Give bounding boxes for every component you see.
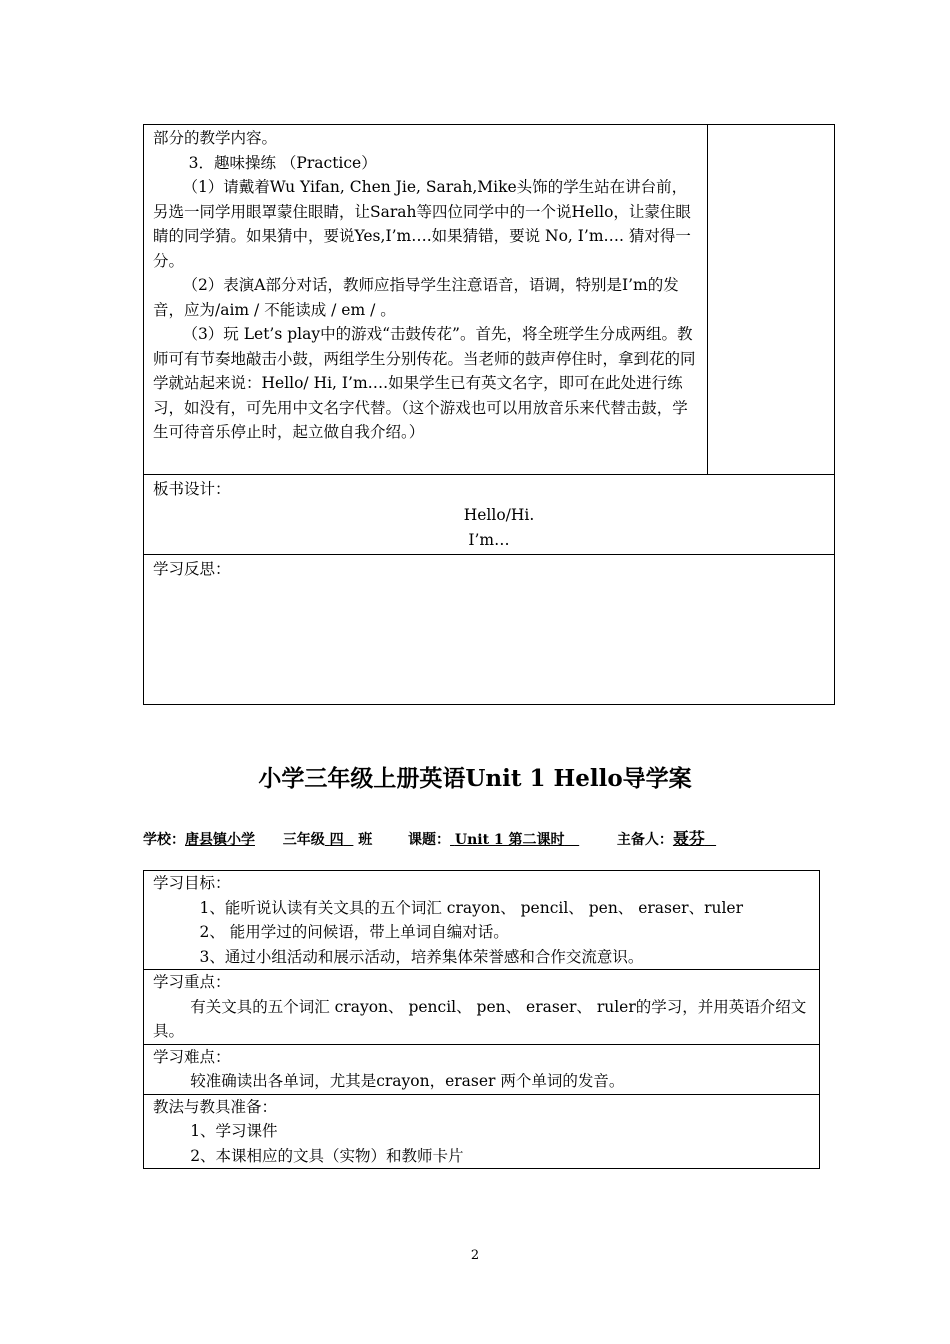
- teaching-process-cell: [144, 125, 708, 475]
- grade-label: 三年级: [282, 832, 325, 848]
- goals-cell: [144, 871, 820, 970]
- preparer-name: 聂芬: [672, 829, 705, 848]
- notes-cell: [708, 125, 835, 475]
- practice-item-1: （1）请戴着Wu Yifan, Chen Jie, Sarah,Mike头饰的学生站在讲台前，另选一同学用眼罩蒙住眼睛，让Sarah等四位同学中的一个说Hello，让蒙住眼睛的同学猜。如果猜中，要说Yes,I’m….如果猜错，要说 No, I’m…. 猜对得一分。: [153, 178, 691, 270]
- document-title: 小学三年级上册英语Unit 1 Hello导学案: [258, 765, 692, 792]
- goal-item: 1、能听说认读有关文具的五个词汇 crayon、 pencil、 pen、 eraser、ruler: [199, 898, 744, 917]
- reflection-label: 学习反思：: [153, 560, 231, 578]
- difficulty-cell: [144, 1044, 820, 1094]
- preparer-label: 主备人：: [616, 832, 673, 848]
- focus-cell: [144, 970, 820, 1045]
- goal-item: 2、 能用学过的问候语，带上单词自编对话。: [199, 923, 509, 941]
- page-number: 2: [470, 1248, 480, 1263]
- lesson-plan-table: [143, 870, 820, 1169]
- topic-label: 课题：: [408, 832, 450, 848]
- practice-item-3: （3）玩 Let’s play中的游戏“击鼓传花”。首先，将全班学生分成两组。教师可有节奏地敲击小鼓，两组学生分别传花。当老师的鼓声停住时，拿到花的同学就站起来说：Hello/ Hi, I’m….如果学生已有英文名字，即可在此处进行练习，如没有，可先用中文名字代替。（这个游戏也可以用放音乐来代替击鼓，学生可待音乐停止时，起立做自我介绍。）: [153, 325, 696, 441]
- goal-item: 3、通过小组活动和展示活动，培养集体荣誉感和合作交流意识。: [199, 947, 644, 966]
- method-item: 1、学习课件: [190, 1122, 278, 1140]
- school-label: 学校：: [143, 832, 185, 848]
- methods-label: 教法与教具准备：: [153, 1097, 278, 1116]
- reflection-cell: [144, 555, 835, 705]
- content-line: 部分的教学内容。: [153, 129, 278, 147]
- focus-text: 有关文具的五个词汇 crayon、 pencil、 pen、 eraser、 ruler的学习，并用英语介绍文具。: [153, 997, 807, 1040]
- board-design-label: 板书设计：: [153, 480, 231, 498]
- goals-label: 学习目标：: [153, 874, 231, 892]
- class-number: 四: [329, 832, 344, 848]
- practice-item-2: （2）表演A部分对话，教师应指导学生注意语音，语调，特别是I’m的发音，应为/aim / 不能读成 / em / 。: [153, 276, 679, 319]
- difficulty-text: 较准确读出各单词，尤其是crayon，eraser 两个单词的发音。: [190, 1072, 625, 1090]
- topic-value: Unit 1 第二课时: [454, 832, 565, 848]
- board-line: I’m…: [468, 531, 510, 549]
- method-item: 2、本课相应的文具（实物）和教师卡片: [190, 1146, 464, 1165]
- difficulty-label: 学习难点：: [153, 1047, 231, 1066]
- lesson-plan-table-continued: [143, 124, 835, 705]
- board-line: Hello/Hi.: [463, 506, 535, 524]
- practice-heading: 3．趣味操练 （Practice）: [188, 153, 377, 172]
- class-label: 班: [358, 832, 373, 848]
- lesson-info-line: [143, 826, 863, 849]
- focus-label: 学习重点：: [153, 973, 231, 991]
- board-design-cell: [144, 475, 835, 555]
- methods-cell: [144, 1094, 820, 1169]
- school-name: 唐县镇小学: [185, 832, 255, 848]
